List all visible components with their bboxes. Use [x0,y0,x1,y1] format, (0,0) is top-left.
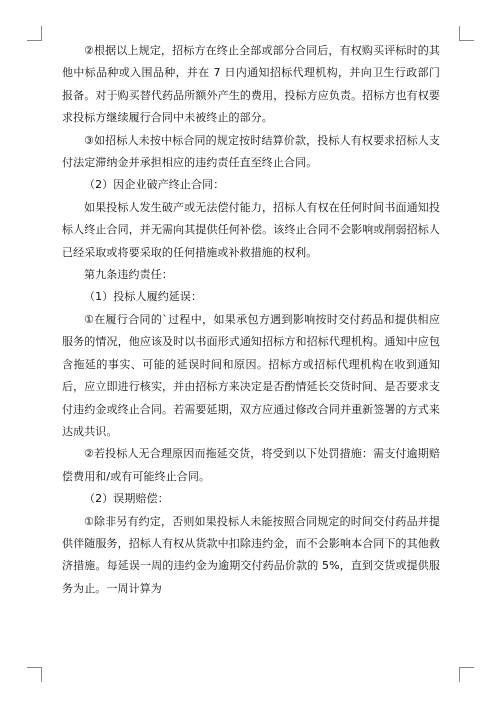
paragraph-liquidated-damages: ①除非另有约定，否则如果投标人未能按照合同规定的时间交付药品并提供伴随服务，招标人有权从货款中扣除违约金，而不会影响本合同下的其他救济措施。每延误一周的违约金为逾期交付药品价款的 5%，直到交货或提供服务为止。一周计算为 [62,514,440,595]
paragraph-late-payment: ③如招标人未按中标合同的规定按时结算价款，投标人有权要求招标人支付法定滞纳金并承担相应的违约责任直至终止合同。 [62,133,440,170]
crop-mark-bottom-right [459,667,474,682]
subheading-bankruptcy: （2）因企业破产终止合同： [84,178,225,192]
paragraph-bankruptcy-termination: 如果投标人发生破产或无法偿付能力，招标人有权在任何时间书面通知投标人终止合同，并无需向其提供任何补偿。该终止合同不会影响或削弱招标人已经采取或将要采取的任何措施或补救措施的权利。 [62,200,440,259]
crop-mark-top-right [459,26,474,41]
paragraph-termination-replacement: ②根据以上规定，招标方在终止全部或部分合同后，有权购买评标时的其他中标品种或入围品种，并在 7 日内通知招标代理机构，并向卫生行政部门报备。对于购买替代药品所额外产生的费用，投标方应负责。招标方也有权要求投标方继续履行合同中未被终止的部分。 [62,44,440,125]
subheading-delay: （1）投标人履约延误： [84,290,203,304]
paragraph-delay-notice: ①在履行合同的`过程中，如果承包方遇到影响按时交付药品和提供相应服务的情况，他应该及时以书面形式通知招标方和招标代理机构。通知中应包含拖延的事实、可能的延误时间和原因。招标方或招标代理机构在收到通知后，应立即进行核实，并由招标方来决定是否酌情延长交货时间、是否要求支付违约金或终止合同。若需要延期，双方应通过修改合同并重新签署的方式来达成共识。 [62,312,440,438]
section-heading-liability: 第九条违约责任： [84,268,173,282]
subheading-liquidated-damages: （2）误期赔偿： [84,492,169,506]
document-body [62,40,440,600]
crop-mark-top-left [27,26,42,41]
paragraph-delay-penalty: ②若投标人无合理原因而拖延交货，将受到以下处罚措施：需支付逾期赔偿费用和/或有可能终止合同。 [62,447,440,483]
crop-mark-bottom-left [27,667,42,682]
